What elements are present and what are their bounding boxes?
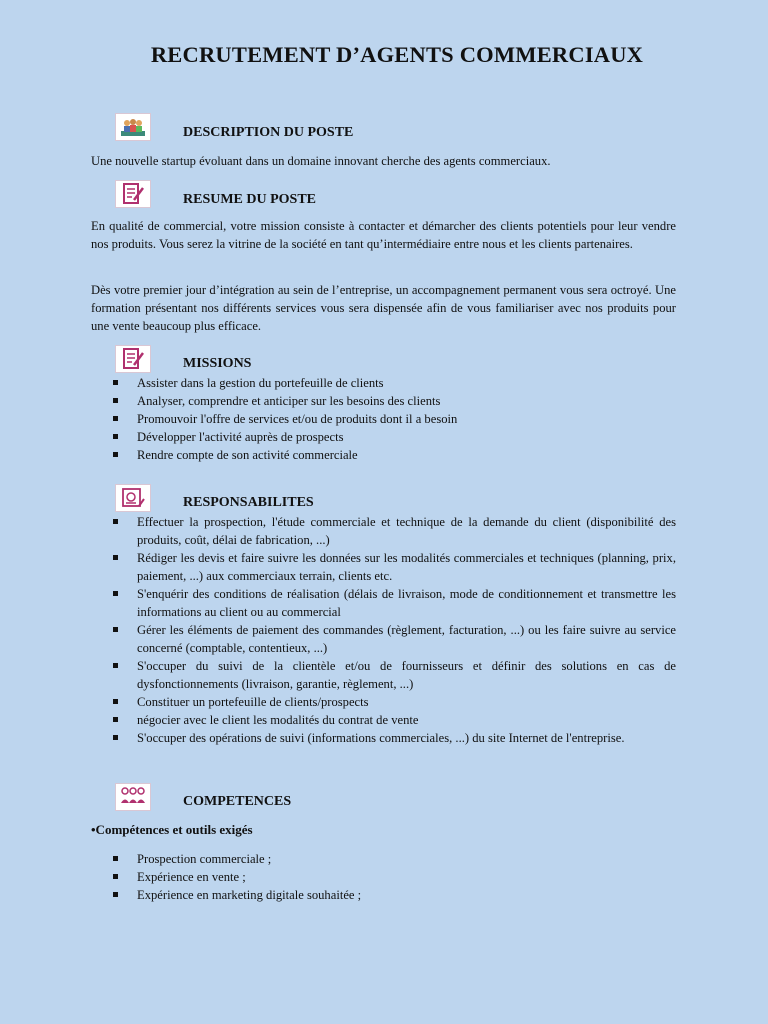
list-item: négocier avec le client les modalités du contrat de vente (91, 711, 676, 729)
resume-paragraph: En qualité de commercial, votre mission consiste à contacter et démarcher des clients potentiels pour leur vendre nos produits. Vous serez la vitrine de la société en tant qu’intermédiaire entre nous et les clients partenaires. (91, 219, 676, 251)
team-icon (115, 113, 151, 141)
resume-paragraph: Dès votre premier jour d’intégration au sein de l’entreprise, un accompagnement permanent vous sera octroyé. Une formation présentant nos différents services vous sera dispensée afin de vous familiariser avec nos produits pour une vente beaucoup plus efficace. (91, 283, 676, 333)
section-heading-resume: RESUME DU POSTE (183, 192, 317, 207)
responsabilites-list (91, 513, 676, 747)
section-heading-competences: COMPETENCES (183, 794, 292, 809)
list-item: Expérience en vente ; (91, 868, 676, 886)
list-item: Prospection commerciale ; (91, 850, 676, 868)
section-heading-missions: MISSIONS (183, 356, 252, 371)
list-item: Développer l'activité auprès de prospects (91, 428, 676, 446)
description-text: Une nouvelle startup évoluant dans un domaine innovant cherche des agents commerciaux. (91, 154, 551, 168)
page-title: RECRUTEMENT D’AGENTS COMMERCIAUX (150, 42, 644, 67)
list-item: S'enquérir des conditions de réalisation (délais de livraison, mode de conditionnement et transmettre les informations au client ou au commercial (91, 585, 676, 621)
list-item: Rendre compte de son activité commerciale (91, 446, 676, 464)
people-skills-icon (115, 783, 151, 811)
section-heading-description: DESCRIPTION DU POSTE (183, 125, 354, 140)
list-item: S'occuper des opérations de suivi (informations commerciales, ...) du site Internet de l'entreprise. (91, 729, 676, 747)
competences-list (91, 850, 676, 904)
list-item: Assister dans la gestion du portefeuille de clients (91, 374, 676, 392)
list-item: Promouvoir l'offre de services et/ou de produits dont il a besoin (91, 410, 676, 428)
list-item: S'occuper du suivi de la clientèle et/ou de fournisseurs et définir des solutions en cas de dysfonctionnements (livraison, garantie, règlement, ...) (91, 657, 676, 693)
missions-list (91, 374, 676, 464)
list-item: Effectuer la prospection, l'étude commerciale et technique de la demande du client (disponibilité des produits, coût, délai de fabrication, ...) (91, 513, 676, 549)
document-pen-icon (115, 180, 151, 208)
list-item: Constituer un portefeuille de clients/prospects (91, 693, 676, 711)
list-item: Expérience en marketing digitale souhaitée ; (91, 886, 676, 904)
list-item: Rédiger les devis et faire suivre les données sur les modalités commerciales et techniques (planning, prix, paiement, ...) aux commerciaux terrain, clients etc. (91, 549, 676, 585)
report-icon (115, 484, 151, 512)
list-item: Gérer les éléments de paiement des commandes (règlement, facturation, ...) ou les faire suivre au service concerné (comptable, contentieux, ...) (91, 621, 676, 657)
competences-subheading: •Compétences et outils exigés (91, 822, 253, 837)
document-pen-icon (115, 345, 151, 373)
section-heading-responsabilites: RESPONSABILITES (183, 495, 314, 510)
list-item: Analyser, comprendre et anticiper sur les besoins des clients (91, 392, 676, 410)
